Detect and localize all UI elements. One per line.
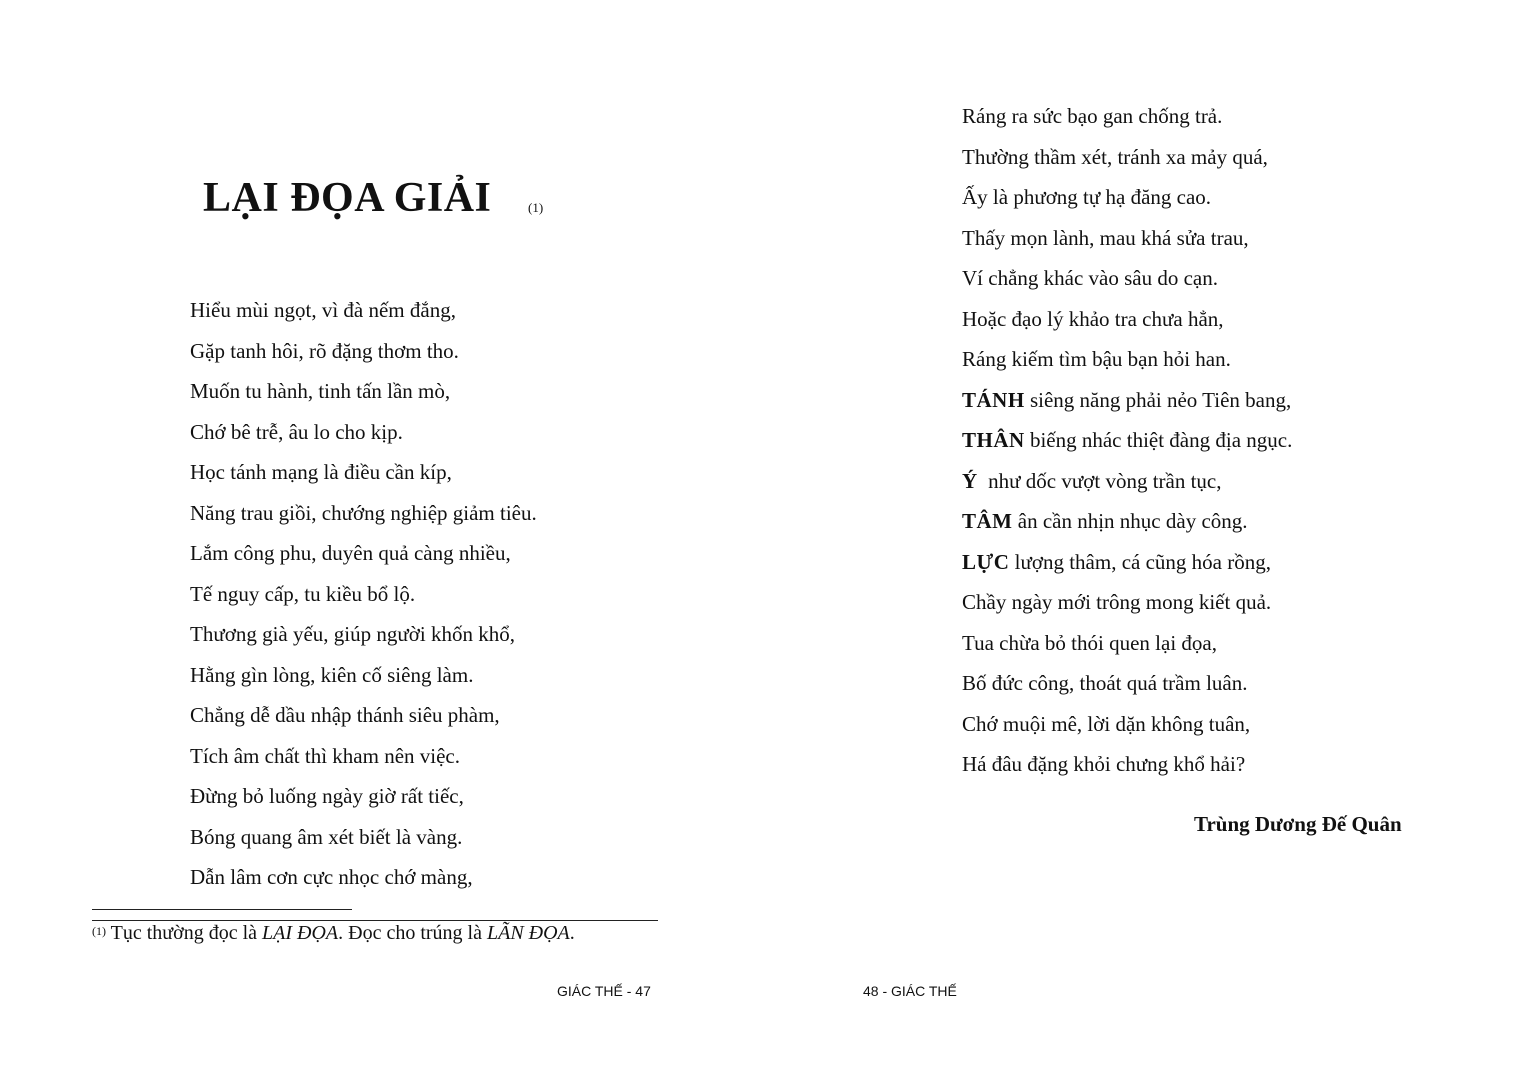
verse-text: siêng năng phải nẻo Tiên bang, [1024,387,1292,412]
verse-text: như dốc vượt vòng trần tục, [977,468,1222,493]
verse-line [962,461,1292,502]
verse-list-right [962,96,1292,785]
verse-line: Lắm công phu, duyên quả càng nhiều, [190,541,511,565]
verse-text: Thường thầm xét, tránh xa mảy quá, [962,144,1268,169]
verse-line [962,420,1292,461]
verse-keyword: LỰC [962,549,1010,574]
footnote-separator [92,909,352,910]
verse-text: Chầy ngày mới trông mong kiết quả. [962,590,1272,614]
verse-line: Bóng quang âm xét biết là vàng. [190,824,463,849]
verse-text: Tua chừa bỏ thói quen lại đọa, [962,630,1217,655]
verse-line: Tích âm chất thì kham nên việc. [190,743,460,768]
footnote-term-lai-doa: LẠI ĐỌA [262,922,339,944]
verse-text: Bố đức công, thoát quá trầm luân. [962,671,1248,695]
verse-line [962,663,1292,704]
verse-line: Dẫn lâm cơn cực nhọc chớ màng, [190,865,473,889]
verse-line [962,299,1292,340]
page-number-right: 48 - GIÁC THẾ [863,983,957,999]
verse-line [962,380,1292,421]
verse-keyword: TÂM [962,509,1013,533]
verse-line: Gặp tanh hôi, rõ đặng thơm tho. [190,338,459,363]
verse-text: Ấy là phương tự hạ đăng cao. [962,185,1212,209]
author-signature: Trùng Dương Đế Quân [1194,812,1402,836]
verse-line [962,542,1292,583]
verse-keyword: TÁNH [962,387,1025,412]
verse-text: Ráng ra sức bạo gan chống trả. [962,104,1223,128]
verse-text: Ráng kiếm tìm bậu bạn hỏi han. [962,347,1231,371]
verse-line: Hằng gìn lòng, kiên cố siêng làm. [190,662,474,687]
verse-line: Hiểu mùi ngọt, vì đà nếm đắng, [190,298,456,322]
footnote-text: Tục thường đọc là [106,922,263,944]
verse-line [962,137,1292,178]
footnote [92,922,575,945]
verse-text: Ví chẳng khác vào sâu do cạn. [962,266,1218,290]
verse-text: Há đâu đặng khỏi chưng khổ hải? [962,752,1246,776]
verse-line: Tế nguy cấp, tu kiều bổ lộ. [190,581,416,606]
page-number-left: GIÁC THẾ - 47 [557,983,651,999]
poem-title: LẠI ĐỌA GIẢI [203,175,492,221]
verse-line [962,96,1292,137]
verse-line: Chẳng dễ dầu nhập thánh siêu phàm, [190,703,500,727]
verse-line [962,623,1292,664]
verse-line: Học tánh mạng là điều cần kíp, [190,460,452,484]
verse-line [962,704,1292,745]
verse-text: biếng nhác thiệt đàng địa ngục. [1024,428,1293,452]
verse-line [962,582,1292,623]
verse-line [962,218,1292,259]
verse-line [962,177,1292,218]
verse-line [962,339,1292,380]
verse-keyword: Ý [962,468,978,493]
footnote-mark: (1) [92,924,106,938]
title-footnote-mark: (1) [528,200,544,215]
verse-text: lượng thâm, cá cũng hóa rồng, [1009,549,1271,574]
verse-line: Chớ bê trễ, âu lo cho kịp. [190,419,403,444]
footnote-text: . Đọc cho trúng là [338,922,487,944]
verse-list-left [190,290,537,898]
verse-line [962,258,1292,299]
footnote-rule [92,920,658,921]
verse-keyword: THÂN [962,428,1025,452]
verse-line [962,744,1292,785]
verse-line: Muốn tu hành, tinh tấn lần mò, [190,379,451,403]
verse-text: Chớ muội mê, lời dặn không tuân, [962,711,1251,736]
verse-text: ân cần nhịn nhục dày công. [1012,509,1248,533]
right-page [760,0,1520,1076]
verse-line: Đừng bỏ luống ngày giờ rất tiếc, [190,784,464,808]
verse-line: Thương già yếu, giúp người khốn khổ, [190,622,515,646]
footnote-term-lan-doa: LÃN ĐỌA [486,922,570,944]
verse-line [962,501,1292,542]
verse-line: Năng trau giồi, chướng nghiệp giảm tiêu. [190,500,537,525]
verse-text: Thấy mọn lành, mau khá sửa trau, [962,225,1249,250]
footnote-text: . [569,922,575,944]
verse-text: Hoặc đạo lý khảo tra chưa hẳn, [962,306,1224,331]
